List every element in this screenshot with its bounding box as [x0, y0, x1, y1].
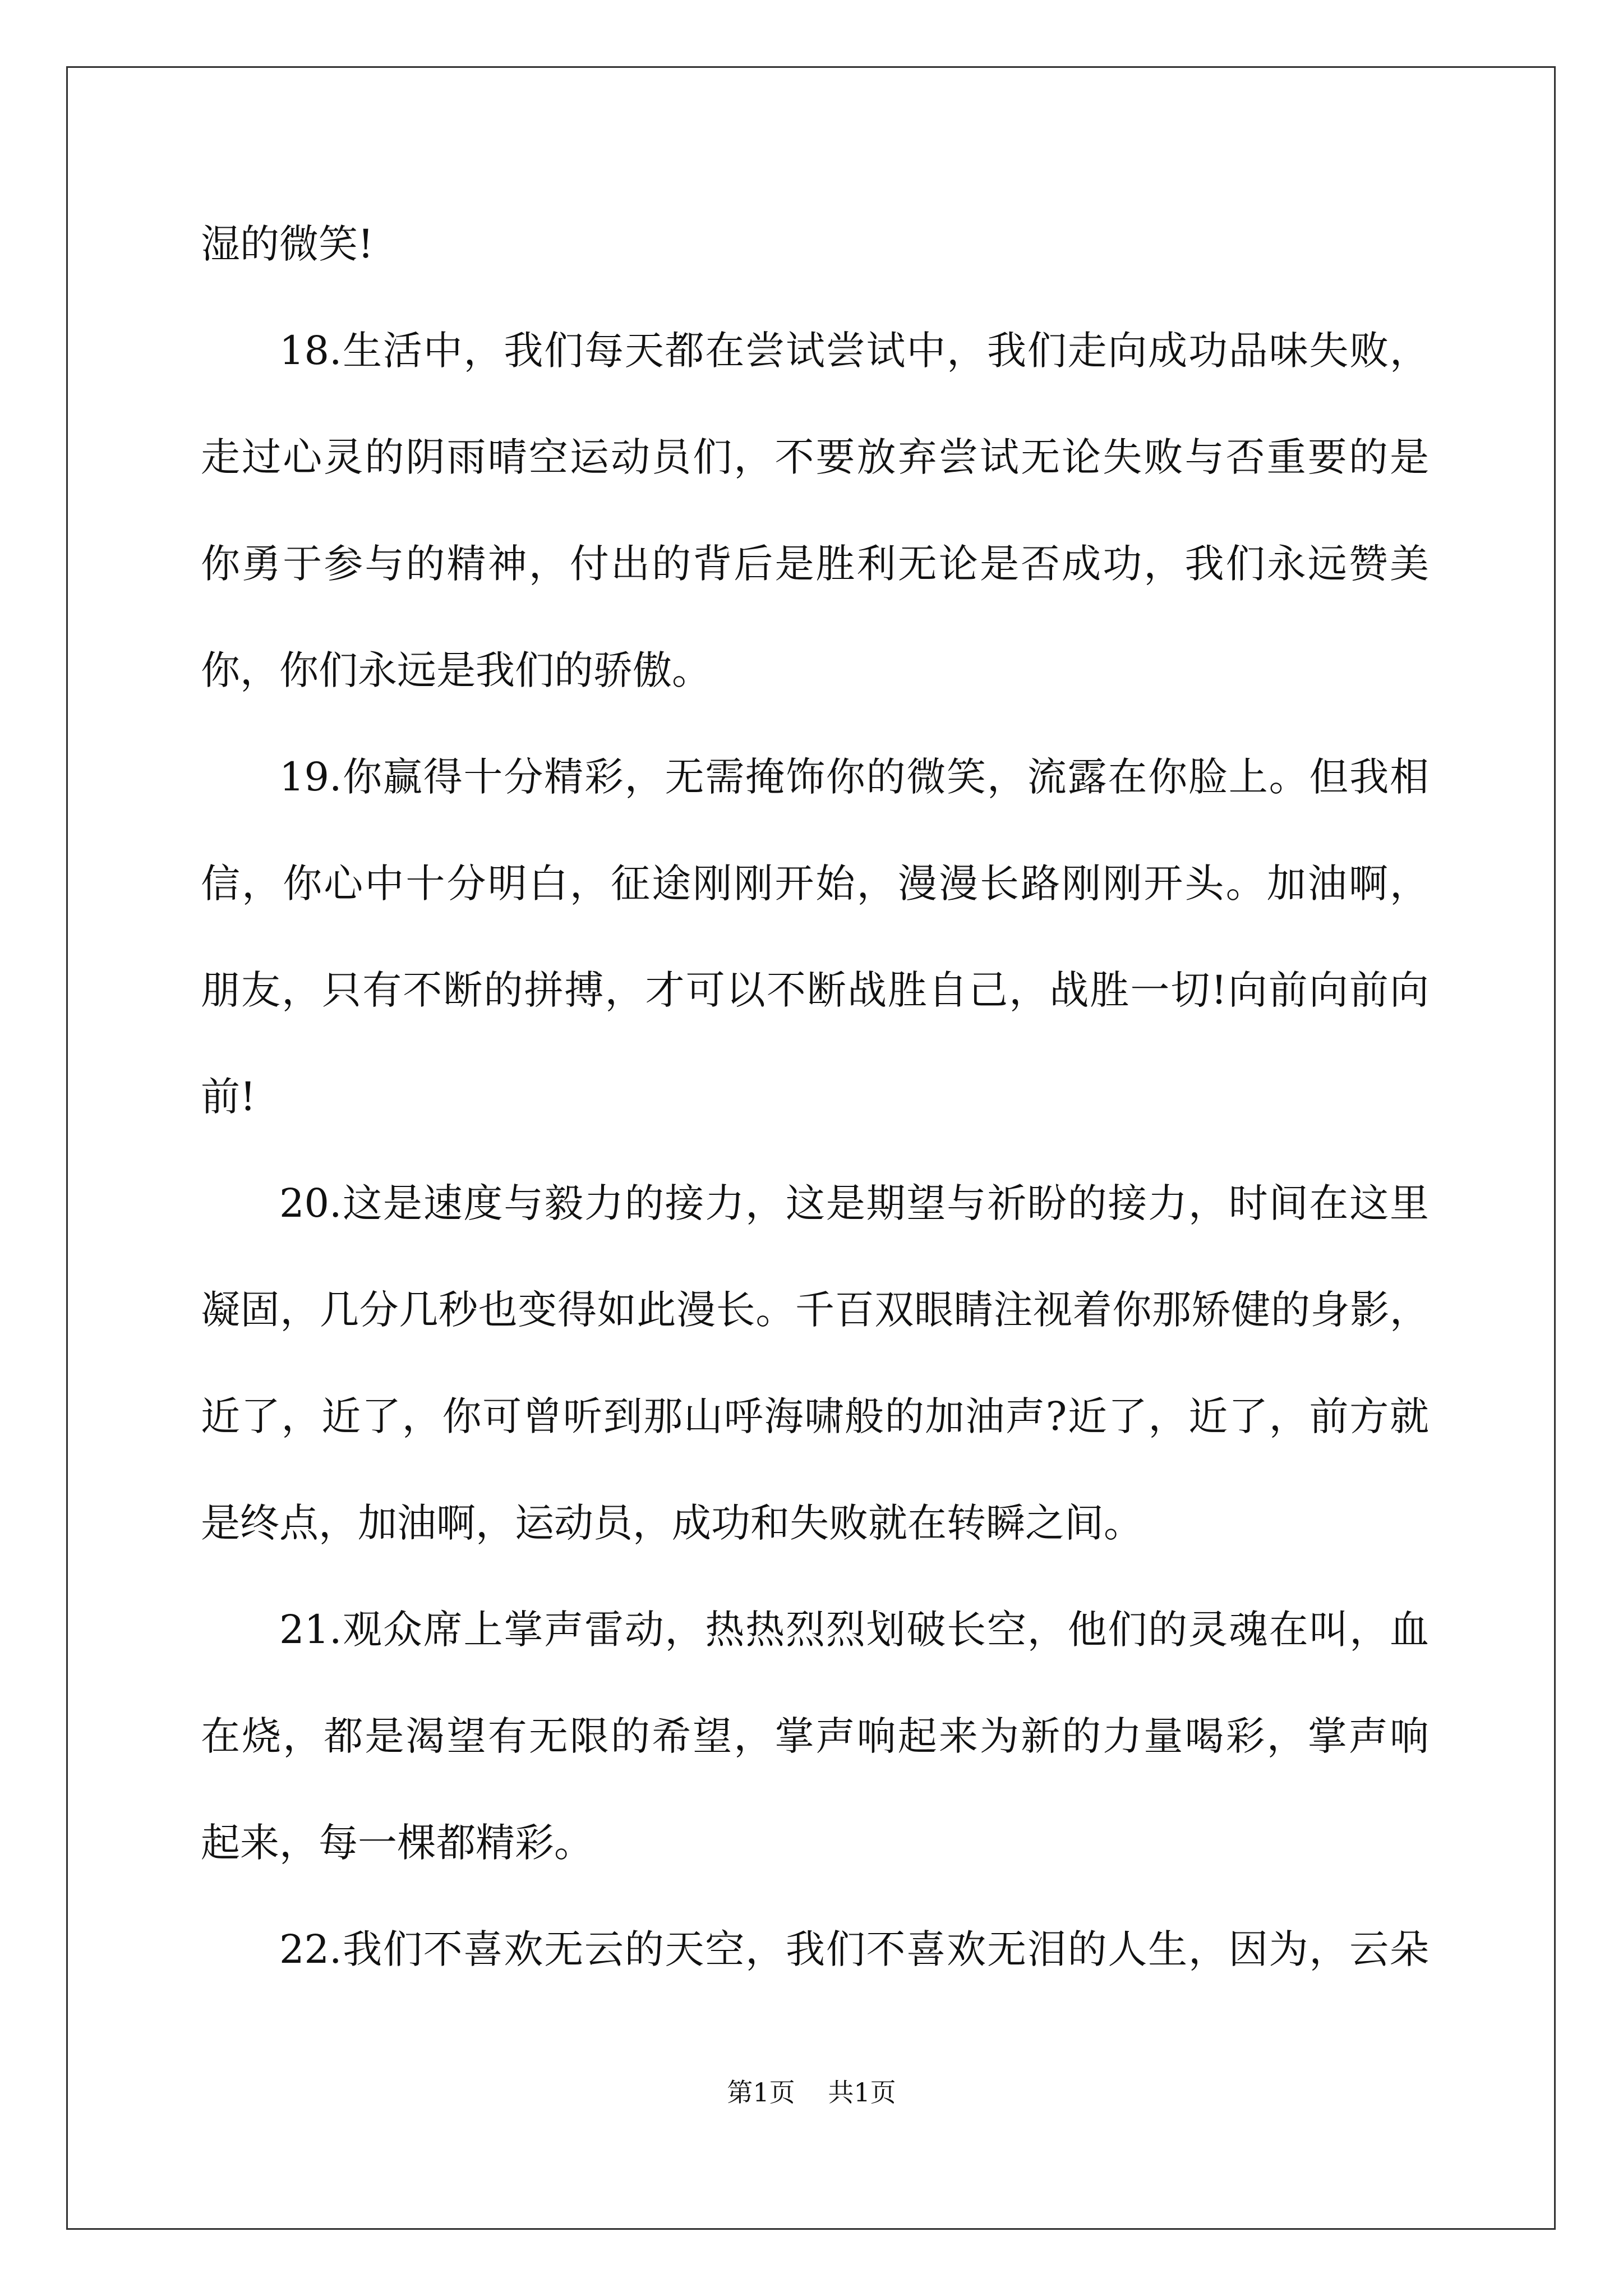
paragraph-20-line-4: 是终点，加油啊，运动员，成功和失败就在转瞬之间。	[201, 1500, 1143, 1546]
paragraph-21-line-2: 在烧，都是渴望有无限的希望，掌声响起来为新的力量喝彩，掌声响	[201, 1713, 1429, 1759]
paragraph-20-line-1: 20.这是速度与毅力的接力，这是期望与祈盼的接力，时间在这里	[279, 1180, 1429, 1226]
paragraph-19-line-2: 信，你心中十分明白，征途刚刚开始，漫漫长路刚刚开头。加油啊，	[201, 861, 1429, 907]
paragraph-21-line-3: 起来，每一棵都精彩。	[201, 1820, 593, 1866]
paragraph-21-line-1: 21.观众席上掌声雷动，热热烈烈划破长空，他们的灵魂在叫，血	[279, 1607, 1429, 1653]
paragraph-19-line-1: 19.你赢得十分精彩，无需掩饰你的微笑，流露在你脸上。但我相	[279, 754, 1429, 800]
paragraph-19-line-4: 前!	[201, 1074, 256, 1120]
paragraph-20-line-3: 近了，近了，你可曾听到那山呼海啸般的加油声?近了，近了，前方就	[201, 1393, 1429, 1439]
page-number-total: 共1页	[828, 2077, 896, 2108]
page-footer	[0, 2076, 1623, 2109]
paragraph-19-line-3: 朋友，只有不断的拼搏，才可以不断战胜自己，战胜一切!向前向前向	[201, 967, 1429, 1013]
page-number-current: 第1页	[727, 2077, 795, 2108]
paragraph-18-line-2: 走过心灵的阴雨晴空运动员们，不要放弃尝试无论失败与否重要的是	[201, 434, 1429, 480]
text-line: 湿的微笑!	[201, 221, 374, 267]
paragraph-22-line-1: 22.我们不喜欢无云的天空，我们不喜欢无泪的人生，因为，云朵	[279, 1926, 1429, 1972]
paragraph-18-line-3: 你勇于参与的精神，付出的背后是胜利无论是否成功，我们永远赞美	[201, 541, 1429, 587]
paragraph-20-line-2: 凝固，几分几秒也变得如此漫长。千百双眼睛注视着你那矫健的身影，	[201, 1287, 1429, 1333]
paragraph-18-line-1: 18.生活中，我们每天都在尝试尝试中，我们走向成功品味失败，	[279, 328, 1429, 374]
page-frame	[66, 66, 1556, 2230]
paragraph-18-line-4: 你，你们永远是我们的骄傲。	[201, 647, 711, 693]
